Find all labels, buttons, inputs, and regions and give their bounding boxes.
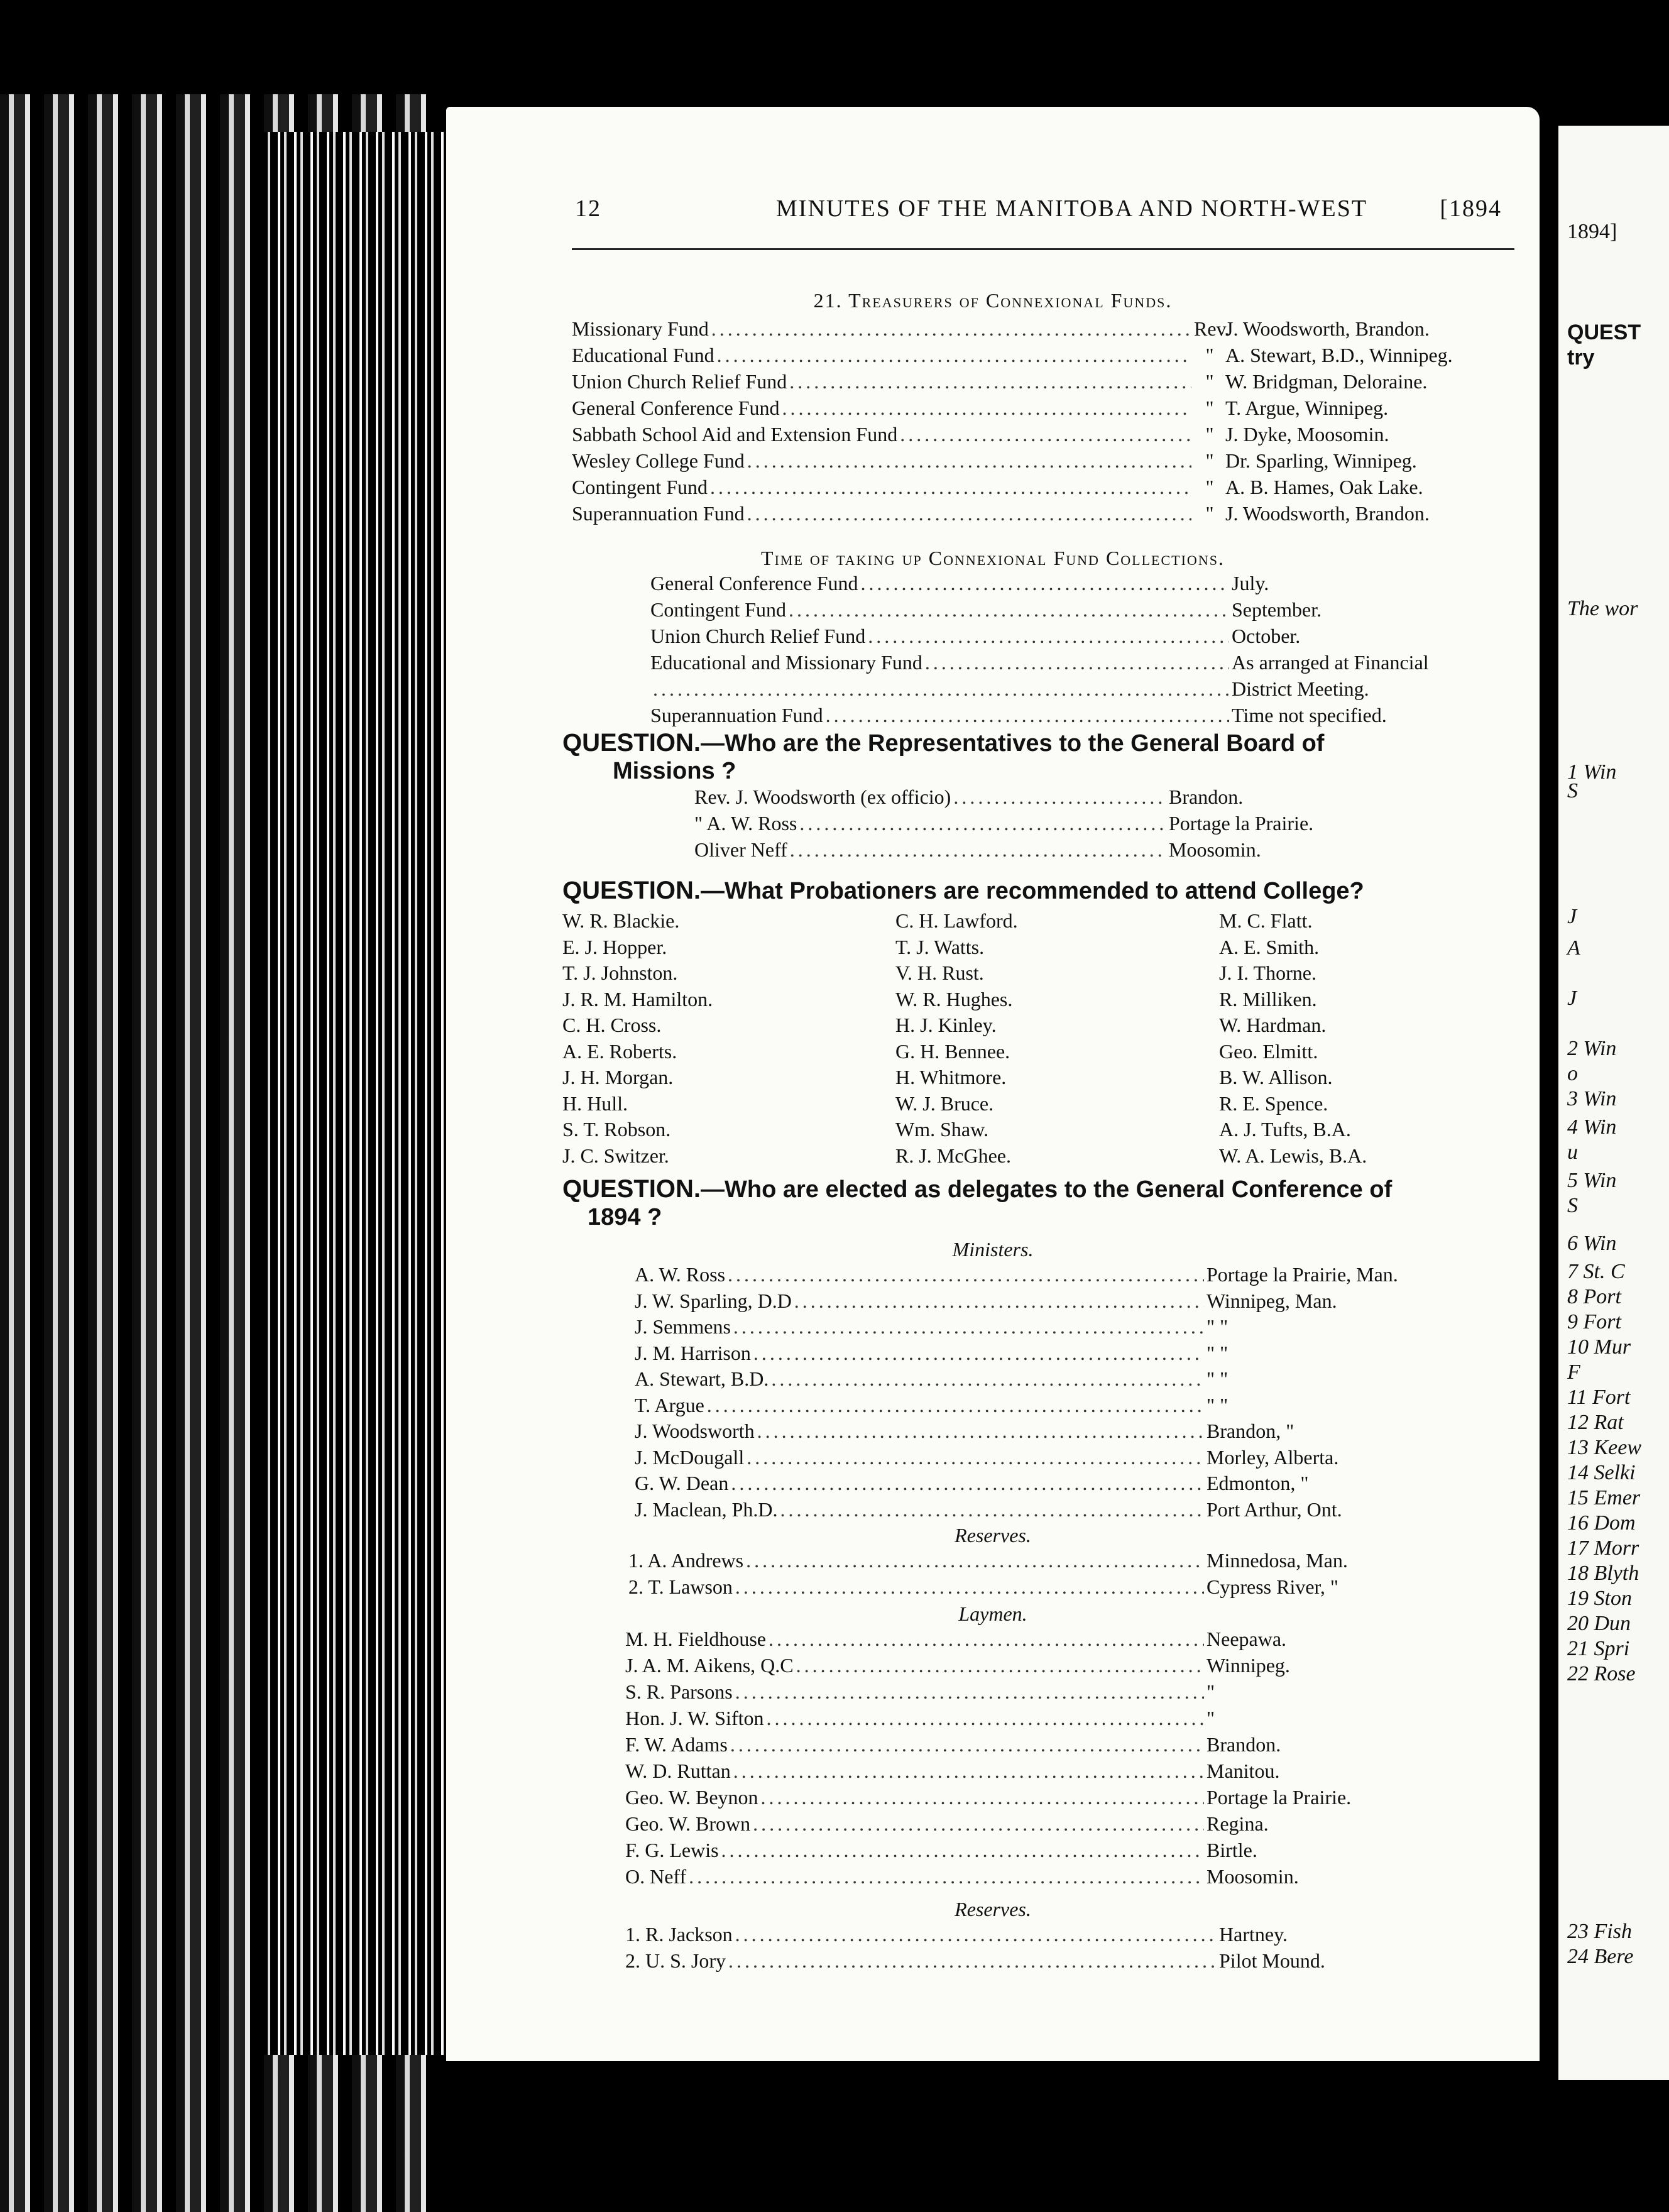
dotted-entry-row	[635, 1394, 1489, 1417]
right-page-line: F	[1567, 1361, 1580, 1384]
entry-value: Portage la Prairie, Man.	[1207, 1263, 1398, 1286]
probationer-name: A. J. Tufts, B.A.	[1219, 1118, 1351, 1141]
leader-dots	[731, 1472, 1204, 1495]
question-label: QUESTION.	[562, 729, 701, 757]
entry-label: Superannuation Fund	[572, 502, 745, 525]
ministers-heading: Ministers.	[952, 1238, 1034, 1261]
dotted-entry-row	[650, 677, 1514, 701]
entry-value: Portage la Prairie.	[1207, 1786, 1352, 1809]
right-page-fragment	[1558, 126, 1669, 2080]
leader-dots	[761, 1786, 1204, 1809]
leader-dots	[728, 1949, 1217, 1973]
right-page-line: J	[1567, 987, 1577, 1010]
leader-dots	[953, 786, 1166, 809]
right-page-line: 7 St. C	[1567, 1260, 1625, 1283]
entry-label: J. A. M. Aikens, Q.C	[625, 1654, 794, 1677]
entry-value: " "	[1207, 1393, 1228, 1416]
entry-label: W. D. Ruttan	[625, 1760, 731, 1782]
dotted-entry-row	[650, 651, 1514, 674]
dotted-entry-row	[635, 1263, 1489, 1286]
entry-label: G. W. Dean	[635, 1472, 729, 1494]
right-page-line: 17 Morr	[1567, 1536, 1639, 1560]
probationers-col-1	[562, 908, 713, 1169]
probationer-name: H. Hull.	[562, 1092, 628, 1115]
right-page-line: 21 Spri	[1567, 1637, 1630, 1660]
entry-value: J. Woodsworth, Brandon.	[1225, 502, 1430, 525]
dotted-entry-row	[572, 317, 1521, 341]
right-page-line: The wor	[1567, 597, 1638, 620]
leader-dots	[710, 476, 1191, 499]
entry-value: Time not specified.	[1232, 704, 1387, 726]
right-page-line: A	[1567, 936, 1580, 960]
question-representatives	[562, 729, 1518, 785]
entry-label: Educational Fund	[572, 344, 714, 366]
leader-dots	[799, 812, 1166, 835]
leader-dots	[707, 1394, 1204, 1417]
dotted-entry-row	[650, 704, 1514, 727]
right-page-line: 13 Keew	[1567, 1436, 1642, 1459]
entry-value: W. Bridgman, Deloraine.	[1225, 370, 1428, 393]
header-year: [1894	[1440, 195, 1502, 222]
leader-dots	[861, 572, 1229, 595]
laymen-heading: Laymen.	[958, 1602, 1027, 1625]
probationer-name: G. H. Bennee.	[895, 1039, 1010, 1063]
entry-label: J. M. Harrison	[635, 1341, 751, 1364]
entry-value: September.	[1232, 598, 1322, 621]
entry-value: Moosomin.	[1207, 1865, 1299, 1888]
dotted-entry-row	[635, 1342, 1489, 1365]
probationer-name: E. J. Hopper.	[562, 935, 667, 958]
dotted-entry-row	[635, 1446, 1489, 1469]
entry-label: Union Church Relief Fund	[572, 370, 787, 393]
probationer-name: B. W. Allison.	[1219, 1066, 1333, 1088]
entry-value: Manitou.	[1207, 1760, 1280, 1782]
dotted-entry-row	[625, 1680, 1489, 1704]
right-page-line: S	[1567, 779, 1578, 802]
entry-value: Edmonton, "	[1207, 1472, 1309, 1494]
leader-dots	[771, 1367, 1204, 1391]
entry-value: Morley, Alberta.	[1207, 1445, 1339, 1469]
entry-label: Superannuation Fund	[650, 704, 823, 726]
right-page-line: u	[1567, 1141, 1578, 1164]
right-page-line: QUEST	[1567, 320, 1641, 344]
leader-dots	[735, 1575, 1204, 1599]
probationers-col-3	[1219, 908, 1367, 1169]
ditto-mark: "	[1205, 423, 1214, 446]
collections-heading: Time of taking up Connexional Fund Collections.	[761, 547, 1225, 569]
question-continuation: 1894 ?	[588, 1204, 662, 1230]
entry-label: Contingent Fund	[572, 476, 708, 498]
probationer-name: J. H. Morgan.	[562, 1066, 674, 1088]
probationer-name: V. H. Rust.	[895, 961, 984, 984]
leader-dots	[747, 1446, 1204, 1469]
right-page-line: 19 Ston	[1567, 1587, 1632, 1610]
probationers-col-2	[895, 908, 1018, 1169]
leader-dots	[757, 1420, 1204, 1443]
question-text: —Who are the Representatives to the General Board of	[701, 730, 1325, 757]
dotted-entry-row	[572, 423, 1521, 446]
dotted-entry-row	[625, 1760, 1489, 1783]
probationer-name: J. C. Switzer.	[562, 1144, 669, 1167]
leader-dots	[735, 1680, 1204, 1704]
entry-label: J. Maclean, Ph.D.	[635, 1497, 778, 1521]
page-number: 12	[575, 195, 601, 222]
entry-value: "	[1207, 1707, 1215, 1729]
entry-value: " "	[1207, 1367, 1228, 1390]
probationer-name: R. J. McGhee.	[895, 1144, 1011, 1167]
probationer-name: W. R. Blackie.	[562, 909, 680, 932]
entry-value: Winnipeg.	[1207, 1654, 1290, 1677]
entry-value: Brandon, "	[1207, 1420, 1294, 1442]
leader-dots	[925, 651, 1229, 674]
probationer-name: H. Whitmore.	[895, 1066, 1007, 1088]
header-rule	[572, 248, 1514, 250]
dotted-entry-row	[625, 1923, 1502, 1946]
ditto-mark: "	[1205, 344, 1214, 366]
leader-dots	[769, 1628, 1204, 1651]
right-page-line: 11 Fort	[1567, 1386, 1631, 1409]
running-title: MINUTES OF THE MANITOBA AND NORTH-WEST	[776, 195, 1368, 222]
dotted-entry-row	[625, 1628, 1489, 1651]
leader-dots	[733, 1315, 1204, 1339]
right-page-line: 8 Port	[1567, 1285, 1621, 1308]
dotted-entry-row	[625, 1839, 1489, 1862]
entry-value: Minnedosa, Man.	[1207, 1549, 1348, 1572]
entry-label: A. Stewart, B.D.	[635, 1367, 769, 1390]
leader-dots	[747, 449, 1191, 473]
dotted-entry-row	[572, 397, 1521, 420]
right-page-line: S	[1567, 1194, 1578, 1217]
dotted-entry-row	[625, 1786, 1489, 1809]
dotted-entry-row	[635, 1367, 1489, 1391]
probationer-name: A. E. Smith.	[1219, 935, 1320, 958]
entry-label: O. Neff	[625, 1865, 687, 1888]
dotted-entry-row	[625, 1707, 1489, 1730]
right-page-line: 14 Selki	[1567, 1461, 1636, 1484]
leader-dots	[868, 625, 1229, 648]
leader-dots	[789, 370, 1191, 393]
entry-label: Union Church Relief Fund	[650, 625, 866, 647]
right-page-line: 23 Fish	[1567, 1920, 1632, 1943]
entry-label: 2. U. S. Jory	[625, 1949, 726, 1972]
leader-dots	[789, 598, 1229, 621]
entry-value: Regina.	[1207, 1812, 1269, 1835]
right-page-line: o	[1567, 1062, 1578, 1085]
right-page-line: 6 Win	[1567, 1232, 1617, 1255]
entry-label: General Conference Fund	[572, 397, 780, 419]
entry-label: Sabbath School Aid and Extension Fund	[572, 423, 898, 446]
entry-value: " "	[1207, 1341, 1228, 1364]
entry-label: M. H. Fieldhouse	[625, 1628, 766, 1650]
leader-dots	[689, 1865, 1204, 1888]
entry-value: Birtle.	[1207, 1839, 1257, 1861]
ditto-mark: "	[1205, 449, 1214, 472]
probationer-name: C. H. Cross.	[562, 1014, 662, 1036]
entry-label: Rev. J. Woodsworth (ex officio)	[694, 786, 951, 808]
question-label: QUESTION.	[562, 877, 701, 904]
right-page-line: 22 Rose	[1567, 1662, 1636, 1685]
probationer-name: Geo. Elmitt.	[1219, 1039, 1318, 1063]
entry-label: J. Woodsworth	[635, 1420, 755, 1442]
entry-label: 1. A. Andrews	[628, 1549, 744, 1572]
leader-dots	[721, 1839, 1204, 1862]
probationer-name: S. T. Robson.	[562, 1118, 671, 1141]
entry-label: F. W. Adams	[625, 1733, 728, 1756]
entry-value: T. Argue, Winnipeg.	[1225, 397, 1389, 419]
entry-value: District Meeting.	[1232, 677, 1369, 700]
entry-value: J. Dyke, Moosomin.	[1225, 423, 1389, 446]
entry-value: Winnipeg, Man.	[1207, 1289, 1337, 1312]
dotted-entry-row	[625, 1949, 1502, 1973]
probationer-name: T. J. Watts.	[895, 935, 985, 958]
entry-value: Hartney.	[1219, 1923, 1288, 1946]
question-continuation: Missions ?	[613, 758, 736, 784]
probationer-name: J. R. M. Hamilton.	[562, 987, 713, 1010]
dotted-entry-row	[635, 1472, 1489, 1495]
entry-value: Cypress River, "	[1207, 1575, 1338, 1598]
entry-label: Hon. J. W. Sifton	[625, 1707, 764, 1729]
dotted-entry-row	[625, 1865, 1489, 1888]
entry-value: Brandon.	[1207, 1733, 1281, 1756]
entry-value: A. B. Hames, Oak Lake.	[1225, 476, 1423, 498]
entry-label: " A. W. Ross	[694, 812, 797, 835]
right-page-line: 20 Dun	[1567, 1612, 1631, 1635]
probationer-name: T. J. Johnston.	[562, 961, 678, 984]
probationer-name: W. A. Lewis, B.A.	[1219, 1144, 1367, 1167]
entry-value: A. Stewart, B.D., Winnipeg.	[1225, 344, 1453, 366]
dotted-entry-row	[694, 812, 1452, 835]
entry-value: Neepawa.	[1207, 1628, 1287, 1650]
dotted-entry-row	[628, 1575, 1489, 1599]
ditto-mark: "	[1205, 476, 1214, 498]
entry-label: J. Semmens	[635, 1315, 731, 1338]
right-page-line: 9 Fort	[1567, 1310, 1621, 1333]
running-header	[575, 195, 1502, 233]
entry-value: Dr. Sparling, Winnipeg.	[1225, 449, 1417, 472]
dotted-entry-row	[650, 625, 1514, 648]
right-page-line: 5 Win	[1567, 1169, 1617, 1192]
leader-dots	[735, 1923, 1217, 1946]
leader-dots	[790, 838, 1166, 862]
leader-dots	[782, 397, 1191, 420]
entry-label: T. Argue	[635, 1393, 704, 1416]
question-text: —What Probationers are recommended to attend College?	[701, 878, 1364, 904]
leader-dots	[794, 1289, 1204, 1313]
entry-label: Missionary Fund	[572, 317, 709, 340]
leader-dots	[796, 1654, 1204, 1677]
left-page	[446, 107, 1540, 2061]
right-page-line: 4 Win	[1567, 1115, 1617, 1139]
dotted-entry-row	[625, 1654, 1489, 1677]
leader-dots	[730, 1733, 1204, 1756]
dotted-entry-row	[650, 572, 1514, 595]
leader-dots	[746, 1549, 1204, 1572]
entry-label: Educational and Missionary Fund	[650, 651, 922, 674]
entry-label: Wesley College Fund	[572, 449, 745, 472]
entry-value: " "	[1207, 1315, 1228, 1338]
entry-label: Geo. W. Brown	[625, 1812, 751, 1835]
leader-dots	[766, 1707, 1204, 1730]
right-page-line: 1 Win	[1567, 760, 1617, 784]
reserves-heading: Reserves.	[955, 1898, 1031, 1920]
leader-dots	[733, 1760, 1204, 1783]
entry-value: July.	[1232, 572, 1269, 594]
leader-dots	[653, 677, 1229, 701]
book-page-edges-inner	[264, 132, 446, 2055]
question-delegates	[562, 1175, 1518, 1231]
entry-label: S. R. Parsons	[625, 1680, 733, 1703]
leader-dots	[728, 1263, 1204, 1286]
probationer-name: Wm. Shaw.	[895, 1118, 989, 1141]
right-page-year: 1894]	[1567, 220, 1617, 243]
probationer-name: J. I. Thorne.	[1219, 961, 1316, 984]
entry-label: General Conference Fund	[650, 572, 858, 594]
dotted-entry-row	[572, 476, 1521, 499]
right-page-line: 10 Mur	[1567, 1335, 1631, 1359]
probationer-name: W. R. Hughes.	[895, 987, 1013, 1010]
dotted-entry-row	[635, 1420, 1489, 1443]
right-page-line: 15 Emer	[1567, 1486, 1641, 1509]
leader-dots	[900, 423, 1191, 446]
leader-dots	[711, 317, 1191, 341]
entry-value: Brandon.	[1169, 786, 1244, 808]
leader-dots	[747, 502, 1191, 525]
entry-label: Oliver Neff	[694, 838, 787, 861]
dotted-entry-row	[635, 1289, 1489, 1313]
right-page-line: 3 Win	[1567, 1087, 1617, 1110]
dotted-entry-row	[635, 1498, 1489, 1521]
probationer-name: H. J. Kinley.	[895, 1014, 997, 1036]
right-page-line: 2 Win	[1567, 1037, 1617, 1060]
dotted-entry-row	[650, 598, 1514, 621]
question-probationers	[562, 877, 1518, 905]
ditto-mark: "	[1205, 397, 1214, 419]
dotted-entry-row	[694, 838, 1452, 862]
entry-value: Port Arthur, Ont.	[1207, 1497, 1342, 1521]
right-page-line: 18 Blyth	[1567, 1562, 1639, 1585]
ditto-mark: Rev.	[1194, 317, 1230, 340]
entry-value: October.	[1232, 625, 1301, 647]
right-page-line: J	[1567, 905, 1577, 928]
probationer-name: R. Milliken.	[1219, 987, 1317, 1010]
leader-dots	[826, 704, 1229, 727]
probationer-name: C. H. Lawford.	[895, 909, 1018, 932]
entry-value: As arranged at Financial	[1232, 651, 1429, 674]
leader-dots	[753, 1342, 1204, 1365]
right-page-line: 24 Bere	[1567, 1945, 1634, 1968]
entry-label: A. W. Ross	[635, 1263, 726, 1286]
entry-label: 1. R. Jackson	[625, 1923, 733, 1946]
entry-value: Moosomin.	[1169, 838, 1261, 861]
right-page-line: try	[1567, 346, 1595, 370]
dotted-entry-row	[572, 449, 1521, 473]
leader-dots	[753, 1812, 1204, 1836]
dotted-entry-row	[572, 502, 1521, 525]
entry-label: 2. T. Lawson	[628, 1575, 733, 1598]
probationer-name: A. E. Roberts.	[562, 1039, 677, 1063]
entry-label: J. W. Sparling, D.D	[635, 1289, 792, 1312]
probationer-name: R. E. Spence.	[1219, 1092, 1328, 1115]
entry-label: F. G. Lewis	[625, 1839, 719, 1861]
entry-value: "	[1207, 1680, 1215, 1703]
entry-value: J. Woodsworth, Brandon.	[1225, 317, 1430, 340]
question-text: —Who are elected as delegates to the General Conference of	[701, 1176, 1393, 1203]
dotted-entry-row	[572, 344, 1521, 367]
entry-value: Pilot Mound.	[1219, 1949, 1325, 1972]
reserves-heading: Reserves.	[955, 1524, 1031, 1547]
entry-label: Contingent Fund	[650, 598, 787, 621]
dotted-entry-row	[635, 1315, 1489, 1339]
leader-dots	[780, 1498, 1204, 1521]
right-page-line: 12 Rat	[1567, 1411, 1624, 1434]
entry-value: Portage la Prairie.	[1169, 812, 1314, 835]
right-page-line: 16 Dom	[1567, 1511, 1636, 1535]
treasurers-heading: 21. Treasurers of Connexional Funds.	[813, 289, 1173, 312]
probationer-name: M. C. Flatt.	[1219, 909, 1313, 932]
dotted-entry-row	[625, 1812, 1489, 1836]
ditto-mark: "	[1205, 370, 1214, 393]
entry-label: J. McDougall	[635, 1445, 745, 1469]
probationer-name: W. J. Bruce.	[895, 1092, 994, 1115]
dotted-entry-row	[694, 786, 1452, 809]
ditto-mark: "	[1205, 502, 1214, 525]
leader-dots	[717, 344, 1191, 367]
question-label: QUESTION.	[562, 1175, 701, 1203]
dotted-entry-row	[572, 370, 1521, 393]
entry-label: Geo. W. Beynon	[625, 1786, 758, 1809]
dotted-entry-row	[625, 1733, 1489, 1756]
probationer-name: W. Hardman.	[1219, 1014, 1327, 1036]
dotted-entry-row	[628, 1549, 1489, 1572]
